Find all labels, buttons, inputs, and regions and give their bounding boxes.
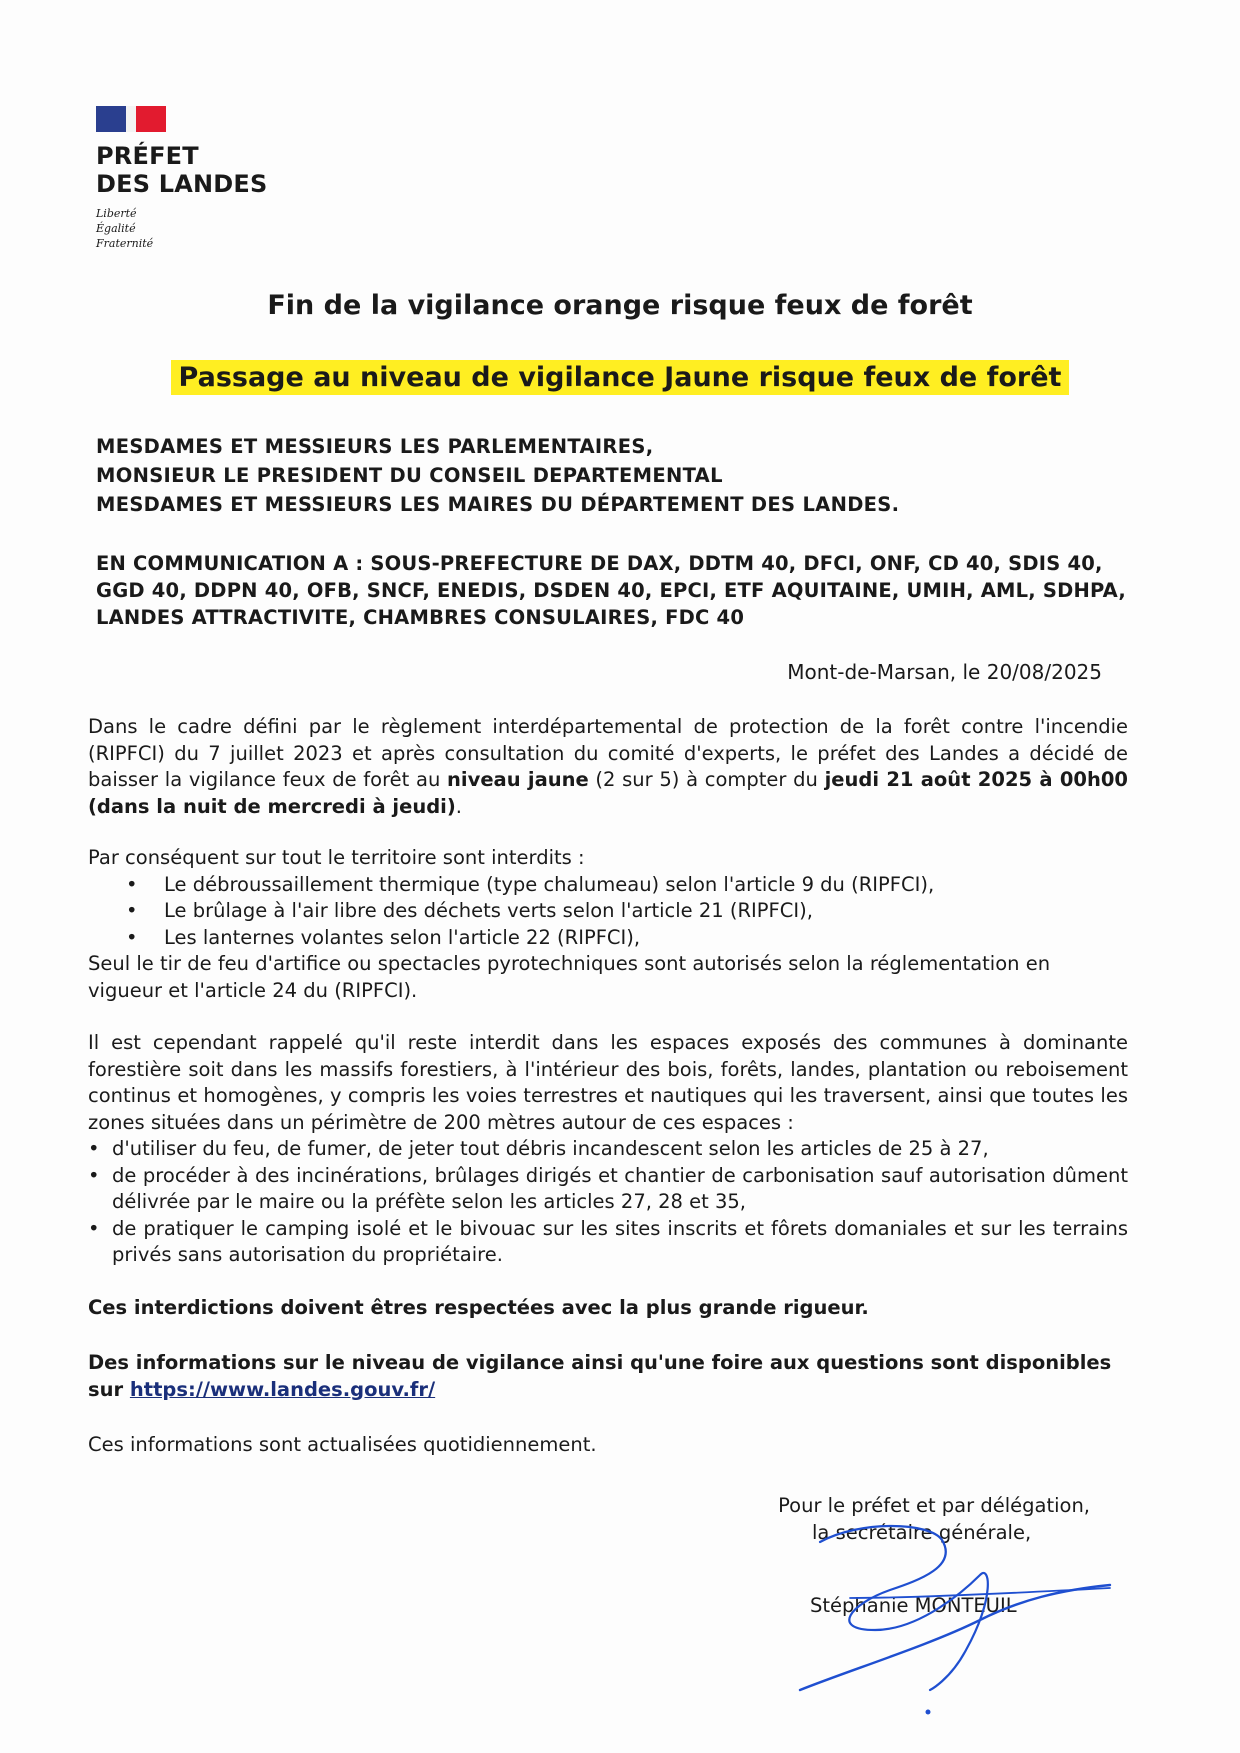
paragraph-intro: Il est cependant rappelé qu'il reste interdit dans les espaces exposés des communes à dominante forestière soit dans les massifs forestiers, à l'intérieur des bois, forêts, landes, plantation ou reboisement continus et homogènes, y compris les voies terrestres et nautiques qui les traversent, ainsi que toutes les zones situées dans un périmètre de 200 mètres autour de ces espaces : <box>88 1031 1128 1134</box>
signature-line2: la secrétaire générale, <box>812 1521 1032 1544</box>
french-flag-icon <box>96 106 166 132</box>
prefecture-logo <box>96 106 316 251</box>
paragraph-outro: Seul le tir de feu d'artifice ou spectacles pyrotechniques sont autorisés selon la réglementation en vigueur et l'article 24 du (RIPFCI). <box>88 952 1051 1002</box>
paragraph-info <box>88 1350 1128 1403</box>
paragraph-text: Dans le cadre défini par le règlement interdépartemental de protection de la forêt contre l'incendie (RIPFCI) du 7 juillet 2023 et après consultation du comité d'experts, le préfet des Landes a décidé de baisser la vigilance feux de forêt au <box>88 715 1128 791</box>
prohibition-list <box>88 872 1128 952</box>
paragraph-bold: niveau jaune <box>447 768 589 791</box>
list-item: • de procéder à des incinérations, brûlages dirigés et chantier de carbonisation sauf autorisation dûment délivrée par le maire ou la préfète selon les articles 27, 28 et 35, <box>88 1163 1128 1216</box>
list-item: • d'utiliser du feu, de fumer, de jeter tout débris incandescent selon les articles de 25 à 27, <box>88 1136 1128 1163</box>
list-item: • Le débroussaillement thermique (type chalumeau) selon l'article 9 du (RIPFCI), <box>88 872 1128 899</box>
addressee-line: MESDAMES ET MESSIEURS LES MAIRES DU DÉPARTEMENT DES LANDES. <box>96 493 900 516</box>
devise <box>96 206 316 251</box>
list-item: • de pratiquer le camping isolé et le bivouac sur les sites inscrits et fôrets domaniales et sur les terrains privés sans autorisation du propriétaire. <box>88 1216 1128 1269</box>
website-link[interactable]: https://www.landes.gouv.fr/ <box>129 1377 436 1401</box>
institution-name-line2: DES LANDES <box>96 170 268 198</box>
list-item: • Les lanternes volantes selon l'article 22 (RIPFCI), <box>88 925 1128 952</box>
paragraph-bold: jeudi 21 août 2025 à 00h00 (dans la nuit de mercredi à jeudi) <box>88 768 1128 818</box>
institution-name-line1: PRÉFET <box>96 142 199 170</box>
handwritten-signature <box>780 1480 1120 1720</box>
paragraph-prohibitions <box>88 845 1128 1004</box>
paragraph-forest-rules <box>88 1030 1128 1269</box>
paragraph-decision <box>88 714 1128 820</box>
devise-fraternite: Fraternité <box>96 237 154 250</box>
signature-line1: Pour le préfet et par délégation, <box>778 1494 1090 1517</box>
list-item: • Le brûlage à l'air libre des déchets verts selon l'article 21 (RIPFCI), <box>88 898 1128 925</box>
signatory-name: Stéphanie MONTEUIL <box>810 1594 1017 1617</box>
paragraph-text: Des informations sur le niveau de vigilance ainsi qu'une foire aux questions sont disponibles sur <box>88 1351 1112 1401</box>
communication-list: EN COMMUNICATION A : SOUS-PREFECTURE DE DAX, DDTM 40, DFCI, ONF, CD 40, SDIS 40, GGD 40, DDPN 40, OFB, SNCF, ENEDIS, DSDEN 40, EPCI, ETF AQUITAINE, UMIH, AML, SDHPA, LANDES ATTRACTIVITE, CHAMBRES CONSULAIRES, FDC 40 <box>96 552 1126 629</box>
paragraph-rigour: Ces interdictions doivent êtres respectées avec la plus grande rigueur. <box>88 1296 869 1319</box>
addressee-line: MESDAMES ET MESSIEURS LES PARLEMENTAIRES, <box>96 435 654 458</box>
forest-rules-list <box>88 1136 1128 1269</box>
devise-egalite: Égalité <box>96 222 136 235</box>
paragraph-update: Ces informations sont actualisées quotidiennement. <box>88 1433 597 1456</box>
devise-liberte: Liberté <box>96 207 137 220</box>
paragraph-intro: Par conséquent sur tout le territoire sont interdits : <box>88 846 585 869</box>
subtitle-wrapper <box>0 360 1240 395</box>
addressees-block <box>96 432 1136 519</box>
addressee-line: MONSIEUR LE PRESIDENT DU CONSEIL DEPARTEMENTAL <box>96 464 723 487</box>
paragraph-text: (2 sur 5) à compter du <box>588 768 825 791</box>
document-subtitle: Passage au niveau de vigilance Jaune risque feux de forêt <box>171 360 1070 395</box>
dateline: Mont-de-Marsan, le 20/08/2025 <box>787 660 1102 684</box>
paragraph-text: . <box>455 794 462 818</box>
document-title: Fin de la vigilance orange risque feux de forêt <box>267 290 973 321</box>
